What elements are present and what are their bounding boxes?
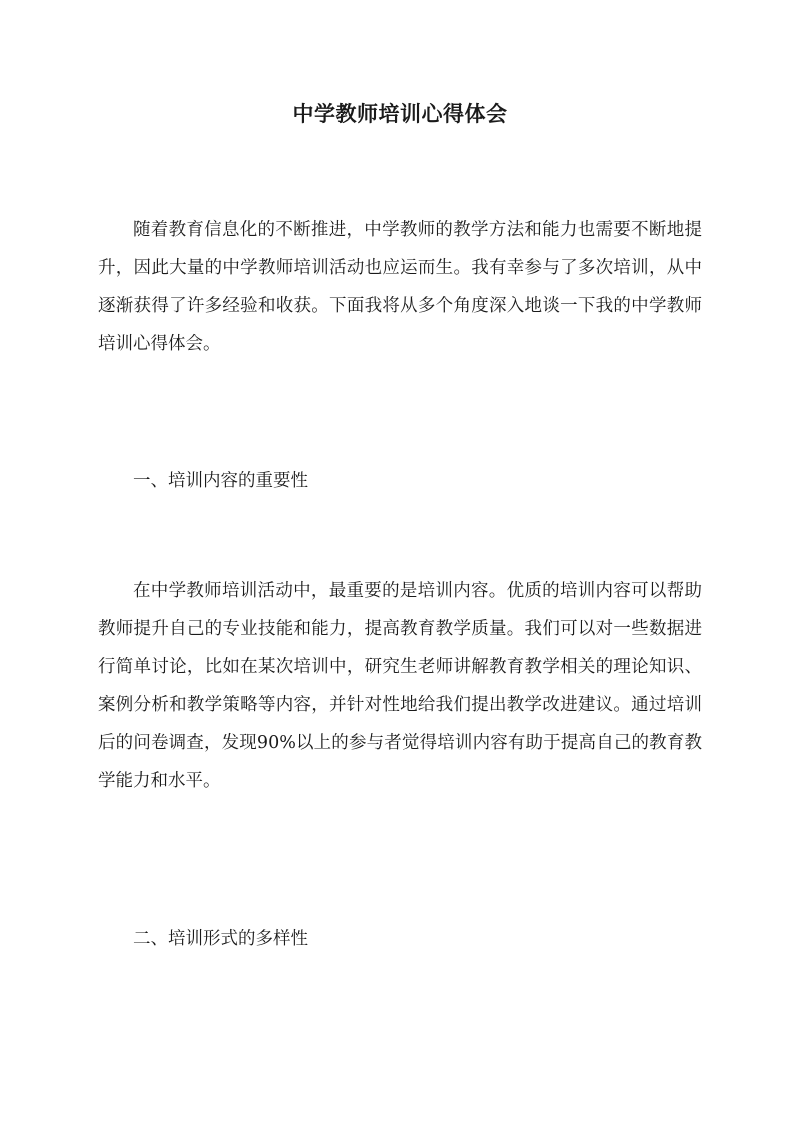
section-heading-content-importance: 一、培训内容的重要性 (133, 471, 308, 491)
intro-paragraph: 随着教育信息化的不断推进，中学教师的教学方法和能力也需要不断地提升，因此大量的中学教师培训活动也应运而生。我有幸参与了多次培训，从中逐渐获得了许多经验和收获。下面我将从多个角度深入地谈一下我的中学教师培训心得体会。 (98, 220, 702, 354)
document-title: 中学教师培训心得体会 (292, 101, 508, 126)
section-body-content-importance: 在中学教师培训活动中，最重要的是培训内容。优质的培训内容可以帮助教师提升自己的专业技能和能力，提高教育教学质量。我们可以对一些数据进行简单讨论，比如在某次培训中，研究生老师讲解教育教学相关的理论知识、案例分析和教学策略等内容，并针对性地给我们提出教学改进建议。通过培训后的问卷调查，发现90%以上的参与者觉得培训内容有助于提高自己的教育教学能力和水平。 (98, 581, 702, 791)
section-heading-format-diversity: 二、培训形式的多样性 (133, 929, 308, 949)
